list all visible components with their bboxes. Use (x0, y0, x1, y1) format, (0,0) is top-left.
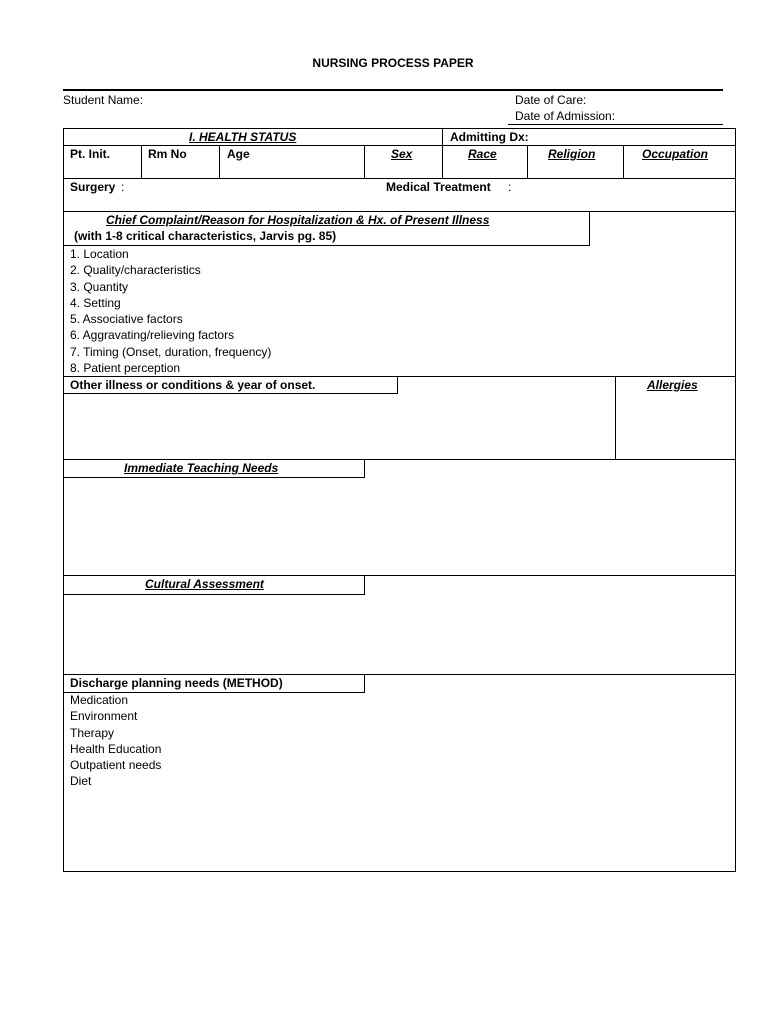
col-divider (623, 145, 624, 179)
col-divider (141, 145, 142, 179)
medical-treatment-colon: : (508, 180, 512, 194)
page-title: NURSING PROCESS PAPER (312, 56, 474, 70)
list-item: 6. Aggravating/relieving factors (70, 328, 235, 343)
col-divider (442, 128, 443, 146)
list-item: 3. Quantity (70, 279, 129, 294)
health-status-heading: I. HEALTH STATUS (189, 130, 297, 144)
age-label: Age (227, 147, 250, 161)
col-divider (527, 145, 528, 179)
list-item: 8. Patient perception (70, 361, 181, 376)
list-item: Health Education (70, 741, 162, 756)
medical-treatment-label: Medical Treatment (386, 180, 491, 194)
religion-label: Religion (548, 147, 596, 161)
list-item: 5. Associative factors (70, 312, 183, 327)
list-item: Diet (70, 774, 92, 789)
col-divider (364, 145, 365, 179)
teaching-needs-heading: Immediate Teaching Needs (124, 461, 279, 475)
list-item: Outpatient needs (70, 758, 162, 773)
date-of-admission-label: Date of Admission: (515, 109, 616, 123)
list-item: Environment (70, 709, 138, 724)
chief-complaint-heading: Chief Complaint/Reason for Hospitalization & Hx. of Present Illness (106, 213, 490, 227)
pt-init-label: Pt. Init. (70, 147, 110, 161)
col-divider (615, 376, 616, 460)
list-item: 4. Setting (70, 295, 121, 310)
student-name-label: Student Name: (63, 93, 144, 107)
date-of-care-label: Date of Care: (515, 93, 587, 107)
chief-complaint-list (70, 246, 271, 376)
surgery-colon: : (121, 180, 125, 194)
list-item: 2. Quality/characteristics (70, 263, 201, 278)
rm-no-label: Rm No (148, 147, 187, 161)
discharge-heading: Discharge planning needs (METHOD) (70, 676, 283, 690)
occupation-label: Occupation (642, 147, 709, 161)
cultural-heading: Cultural Assessment (145, 577, 264, 591)
list-item: Medication (70, 693, 129, 707)
col-divider (219, 145, 220, 179)
list-item: Therapy (70, 725, 115, 740)
sex-label: Sex (391, 147, 413, 161)
list-item: 1. Location (70, 247, 129, 261)
surgery-label: Surgery (70, 180, 116, 194)
header-bottom-rule (508, 124, 723, 125)
header-top-rule (63, 89, 723, 91)
chief-complaint-subheading: (with 1-8 critical characteristics, Jarvis pg. 85) (74, 229, 337, 243)
admitting-dx-label: Admitting Dx: (450, 130, 529, 144)
col-divider (442, 145, 443, 179)
list-item: 7. Timing (Onset, duration, frequency) (70, 344, 272, 359)
allergies-label: Allergies (647, 378, 698, 392)
discharge-list (70, 692, 161, 790)
race-label: Race (468, 147, 497, 161)
other-illness-heading: Other illness or conditions & year of onset. (70, 378, 316, 392)
